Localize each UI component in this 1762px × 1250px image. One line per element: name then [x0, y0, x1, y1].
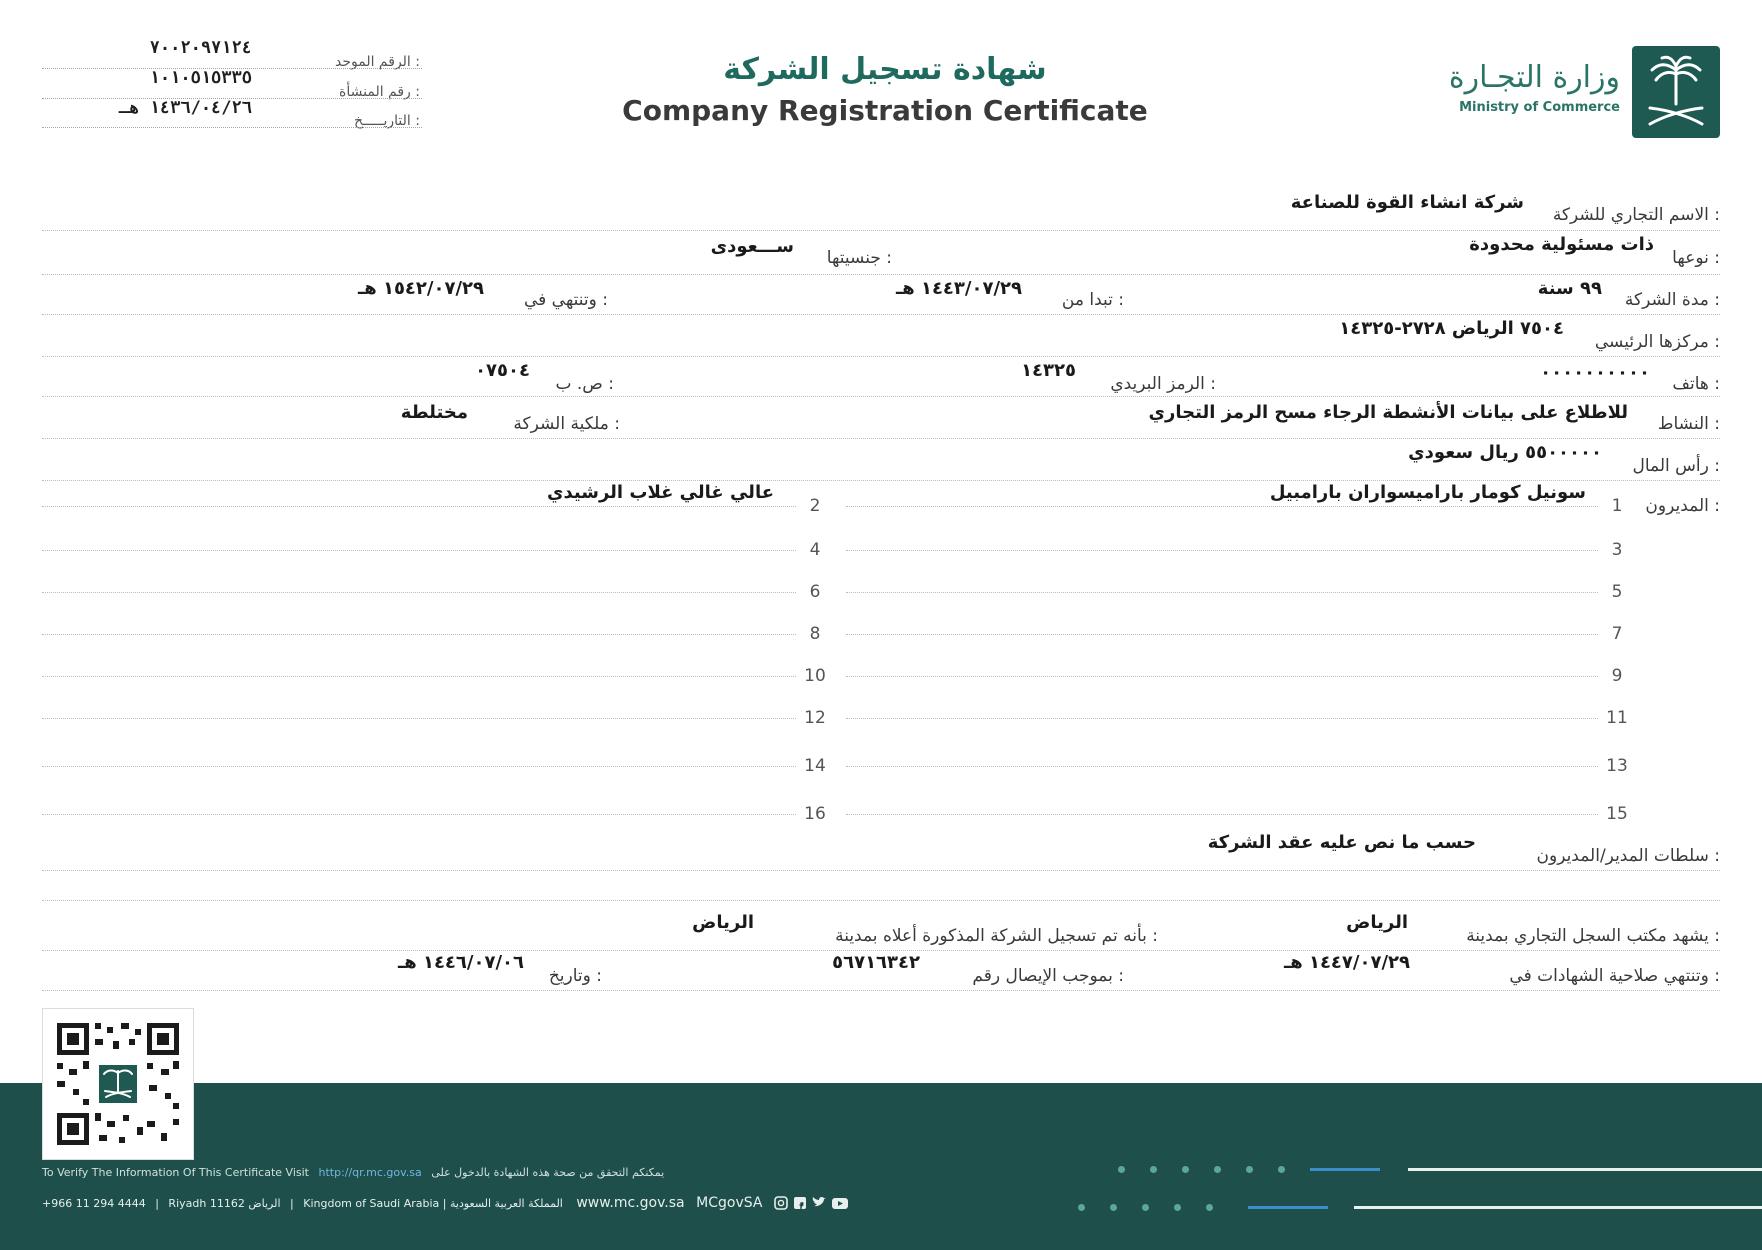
field-rule	[42, 480, 1720, 481]
decor-dot	[1078, 1204, 1085, 1211]
social-media-icons	[774, 1196, 852, 1210]
po-box-label: ص. ب :	[555, 374, 614, 394]
field-rule	[42, 870, 1720, 871]
postal-code-value: ١٤٣٢٥	[1021, 360, 1076, 381]
footer-phone: +966 11 294 4444	[42, 1197, 146, 1210]
activity-value: للاطلاع على بيانات الأنشطة الرجاء مسح الرمز التجاري	[1148, 402, 1628, 423]
decor-dot	[1150, 1166, 1157, 1173]
capital-value: ٥٥٠٠٠٠٠ ريال سعودي	[1408, 442, 1602, 463]
type-value: ذات مسئولية محدودة	[1469, 234, 1654, 255]
manager-rule	[42, 718, 796, 719]
po-box-value: ٠٧٥٠٤	[475, 360, 530, 381]
decor-dot	[1246, 1166, 1253, 1173]
decor-dot	[1118, 1166, 1125, 1173]
manager-number: 10	[804, 666, 826, 686]
validity-label: وتنتهي صلاحية الشهادات في :	[1509, 966, 1720, 986]
manager-number: 4	[809, 540, 821, 560]
field-rule	[42, 230, 1720, 231]
validity-value: ١٤٤٧/٠٧/٢٩ هـ	[1284, 952, 1410, 973]
manager-rule	[42, 550, 796, 551]
decor-dot	[1142, 1204, 1149, 1211]
type-label: نوعها :	[1672, 248, 1720, 268]
manager-rule	[42, 814, 796, 815]
end-date-label: وتنتهي في :	[523, 290, 608, 310]
manager-number: 2	[809, 496, 821, 516]
field-rule	[42, 950, 1720, 951]
decor-dot	[1214, 1166, 1221, 1173]
activity-label: النشاط :	[1657, 414, 1720, 434]
registered-city-label: بأنه تم تسجيل الشركة المذكورة أعلاه بمدينة :	[835, 926, 1158, 946]
duration-label: مدة الشركة :	[1624, 290, 1720, 310]
manager-number: 9	[1611, 666, 1623, 686]
manager-rule	[846, 506, 1598, 507]
manager-number: 1	[1611, 496, 1623, 516]
footer-city: Riyadh 11162 الرياض	[168, 1197, 281, 1210]
verify-text-en: To Verify The Information Of This Certificate Visit	[42, 1166, 309, 1179]
field-rule	[42, 900, 1720, 901]
field-rule	[42, 438, 1720, 439]
header-rule	[42, 127, 422, 128]
field-rule	[42, 356, 1720, 357]
decor-dot	[1278, 1166, 1285, 1173]
headquarters-value: ٧٥٠٤ الرياض ٢٧٢٨-١٤٣٢٥	[1339, 318, 1564, 339]
phone-label: هاتف :	[1672, 374, 1720, 394]
manager-number: 5	[1611, 582, 1623, 602]
field-rule	[42, 274, 1720, 275]
manager-rule	[846, 718, 1598, 719]
manager-number: 3	[1611, 540, 1623, 560]
manager-rule	[846, 634, 1598, 635]
manager-name: عالي غالي غلاب الرشيدي	[547, 482, 774, 503]
manager-number: 16	[804, 804, 826, 824]
unified-number-label: الرقم الموحد :	[335, 54, 420, 70]
manager-number: 15	[1606, 804, 1628, 824]
manager-rule	[846, 550, 1598, 551]
decor-dot	[1182, 1166, 1189, 1173]
decor-line	[1354, 1206, 1762, 1209]
office-city-label: يشهد مكتب السجل التجاري بمدينة :	[1466, 926, 1720, 946]
palm-swords-icon	[1632, 46, 1720, 138]
manager-number: 11	[1606, 708, 1628, 728]
decor-line	[1248, 1206, 1328, 1209]
trade-name-value: شركة انشاء القوة للصناعة	[1290, 192, 1524, 213]
receipt-date-label: وتاريخ :	[548, 966, 602, 986]
establishment-number-value: ١٠١٠٥١٥٣٣٥	[149, 68, 252, 88]
footer-country: Kingdom of Saudi Arabia | المملكة العربية السعودية	[303, 1197, 563, 1210]
manager-number: 8	[809, 624, 821, 644]
nationality-value: ســـعودى	[710, 236, 794, 257]
field-rule	[42, 396, 1720, 397]
authority-label: سلطات المدير/المديرون :	[1536, 846, 1720, 866]
trade-name-label: الاسم التجاري للشركة :	[1552, 205, 1720, 225]
start-date-value: ١٤٤٣/٠٧/٢٩ هـ	[896, 278, 1022, 299]
verify-url-link[interactable]: http://qr.mc.gov.sa	[318, 1166, 422, 1179]
footer-website-link[interactable]: www.mc.gov.sa	[576, 1195, 685, 1211]
manager-rule	[42, 506, 796, 507]
phone-value: ٠٠٠٠٠٠٠٠٠٠	[1540, 362, 1650, 383]
manager-rule	[42, 592, 796, 593]
ownership-label: ملكية الشركة :	[513, 414, 620, 434]
manager-rule	[42, 766, 796, 767]
nationality-label: جنسيتها :	[826, 248, 892, 268]
receipt-value: ٥٦٧١٦٣٤٢	[832, 952, 920, 973]
date-label: التاريـــــخ :	[353, 113, 420, 129]
manager-number: 12	[804, 708, 826, 728]
decor-dot	[1110, 1204, 1117, 1211]
manager-rule	[846, 766, 1598, 767]
qr-code[interactable]	[42, 1008, 194, 1160]
authority-value: حسب ما نص عليه عقد الشركة	[1207, 832, 1476, 853]
decor-dot	[1206, 1204, 1213, 1211]
ownership-value: مختلطة	[400, 402, 468, 423]
decor-line	[1310, 1168, 1380, 1171]
start-date-label: تبدا من :	[1061, 290, 1124, 310]
headquarters-label: مركزها الرئيسي :	[1594, 332, 1720, 352]
qr-code-icon	[43, 1009, 193, 1159]
certificate-title-en: Company Registration Certificate	[622, 94, 1148, 127]
manager-number: 6	[809, 582, 821, 602]
manager-number: 13	[1606, 756, 1628, 776]
social-icons	[774, 1196, 852, 1213]
manager-rule	[846, 592, 1598, 593]
manager-name: سونيل كومار باراميسواران بارامبيل	[1269, 482, 1586, 503]
certificate-title-ar: شهادة تسجيل الشركة	[723, 52, 1047, 87]
capital-label: رأس المال :	[1632, 456, 1720, 476]
receipt-label: بموجب الإيصال رقم :	[972, 966, 1124, 986]
field-rule	[42, 314, 1720, 315]
date-value: ١٤٣٦/٠٤/٢٦ هـ	[118, 98, 252, 118]
manager-number: 7	[1611, 624, 1623, 644]
office-city-value: الرياض	[1346, 912, 1408, 933]
verify-text	[42, 1166, 742, 1179]
decor-dot	[1174, 1204, 1181, 1211]
field-rule	[42, 990, 1720, 991]
unified-number-value: ٧٠٠٢٠٩٧١٢٤	[149, 38, 252, 58]
manager-rule	[846, 676, 1598, 677]
ministry-name-ar: وزارة التجـارة	[1448, 60, 1620, 95]
managers-label: المديرون :	[1645, 496, 1720, 516]
manager-rule	[42, 634, 796, 635]
manager-number: 14	[804, 756, 826, 776]
ministry-emblem-logo	[1632, 46, 1720, 138]
establishment-number-label: رقم المنشأة :	[339, 84, 420, 100]
postal-code-label: الرمز البريدي :	[1110, 374, 1216, 394]
manager-rule	[846, 814, 1598, 815]
ministry-name-en: Ministry of Commerce	[1459, 100, 1620, 115]
end-date-value: ١٥٤٢/٠٧/٢٩ هـ	[358, 278, 484, 299]
decor-line	[1408, 1168, 1762, 1171]
verify-text-ar: يمكنكم التحقق من صحة هذه الشهادة بالدخول على	[431, 1166, 665, 1179]
duration-value: ٩٩ سنة	[1537, 278, 1602, 299]
contact-bar: +966 11 294 4444 | Riyadh 11162 الرياض | Kingdom of Saudi Arabia | المملكة العربية السعودية www.mc.gov.sa MCgovSA	[42, 1195, 902, 1213]
footer-social-handle: MCgovSA	[696, 1195, 763, 1211]
receipt-date-value: ١٤٤٦/٠٧/٠٦ هـ	[398, 952, 524, 973]
manager-rule	[42, 676, 796, 677]
registered-city-value: الرياض	[692, 912, 754, 933]
